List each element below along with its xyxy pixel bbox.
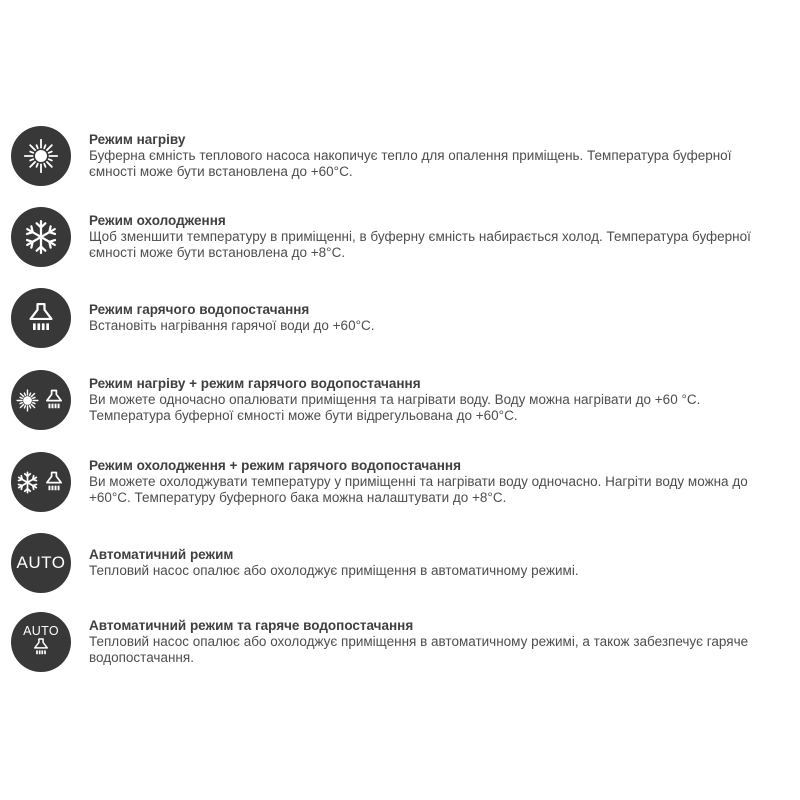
mode-title: Режим охолодження xyxy=(89,213,226,228)
small-hot-water-icon xyxy=(41,387,67,413)
mode-text-block xyxy=(89,213,779,261)
auto-label: AUTO xyxy=(23,623,59,638)
mode-description: Тепловий насос опалює або охолоджує приміщення в автоматичному режимі, а також забезпечує гаряче водопостачання. xyxy=(89,634,749,665)
cooling-plus-hot-water-icon xyxy=(11,452,71,512)
small-sun-icon xyxy=(16,389,39,412)
hot-water-icon xyxy=(11,288,71,348)
mode-text-block xyxy=(89,302,779,334)
mode-text-block xyxy=(89,547,779,579)
auto-label: AUTO xyxy=(16,553,66,572)
mode-title: Автоматичний режим xyxy=(89,547,234,562)
mode-title: Режим охолодження + режим гарячого водопостачання xyxy=(89,458,461,473)
mode-row-auto xyxy=(11,533,789,593)
mode-text-block xyxy=(89,618,779,666)
mode-text-block xyxy=(89,132,779,180)
mode-row-cooling xyxy=(11,207,789,267)
mode-description: Буферна ємність теплового насоса накопичує тепло для опалення приміщень. Температура буферної ємності може бути встановлена до +60°C. xyxy=(89,148,732,179)
mode-title: Режим гарячого водопостачання xyxy=(89,302,310,317)
mode-row-cooling-hot-water xyxy=(11,452,789,512)
mode-row-heating-hot-water xyxy=(11,370,789,430)
mode-title: Режим нагріву + режим гарячого водопостачання xyxy=(89,376,421,391)
mode-description: Встановіть нагрівання гарячої води до +60°C. xyxy=(89,318,375,333)
auto-mode-icon xyxy=(11,533,71,593)
mode-description: Щоб зменшити температуру в приміщенні, в буферну ємність набирається холод. Температура буферної ємності може бути встановлена до +8°C. xyxy=(89,229,751,260)
cooling-snowflake-icon xyxy=(11,207,71,267)
mode-description: Тепловий насос опалює або охолоджує приміщення в автоматичному режимі. xyxy=(89,563,579,578)
mode-text-block xyxy=(89,458,779,506)
heating-sun-icon xyxy=(11,126,71,186)
small-snowflake-icon xyxy=(16,471,39,494)
small-hot-water-icon xyxy=(29,638,53,659)
mode-description: Ви можете охолоджувати температуру у приміщенні та нагрівати воду одночасно. Нагріти воду можна до +60°C. Температуру буферного бака можна налаштувати до +8°C. xyxy=(89,474,748,505)
mode-description: Ви можете одночасно опалювати приміщення та нагрівати воду. Воду можна нагрівати до +60 °C. Температура буферної ємності може бути відрегульована до +60°C. xyxy=(89,392,701,423)
mode-title: Автоматичний режим та гаряче водопостачання xyxy=(89,618,414,633)
mode-title: Режим нагріву xyxy=(89,132,186,147)
mode-text-block xyxy=(89,376,779,424)
mode-row-hot-water xyxy=(11,288,789,348)
heating-plus-hot-water-icon xyxy=(11,370,71,430)
mode-row-heating xyxy=(11,126,789,186)
mode-row-auto-hot-water xyxy=(11,612,789,672)
small-hot-water-icon xyxy=(41,469,67,495)
auto-plus-hot-water-icon xyxy=(11,612,71,672)
